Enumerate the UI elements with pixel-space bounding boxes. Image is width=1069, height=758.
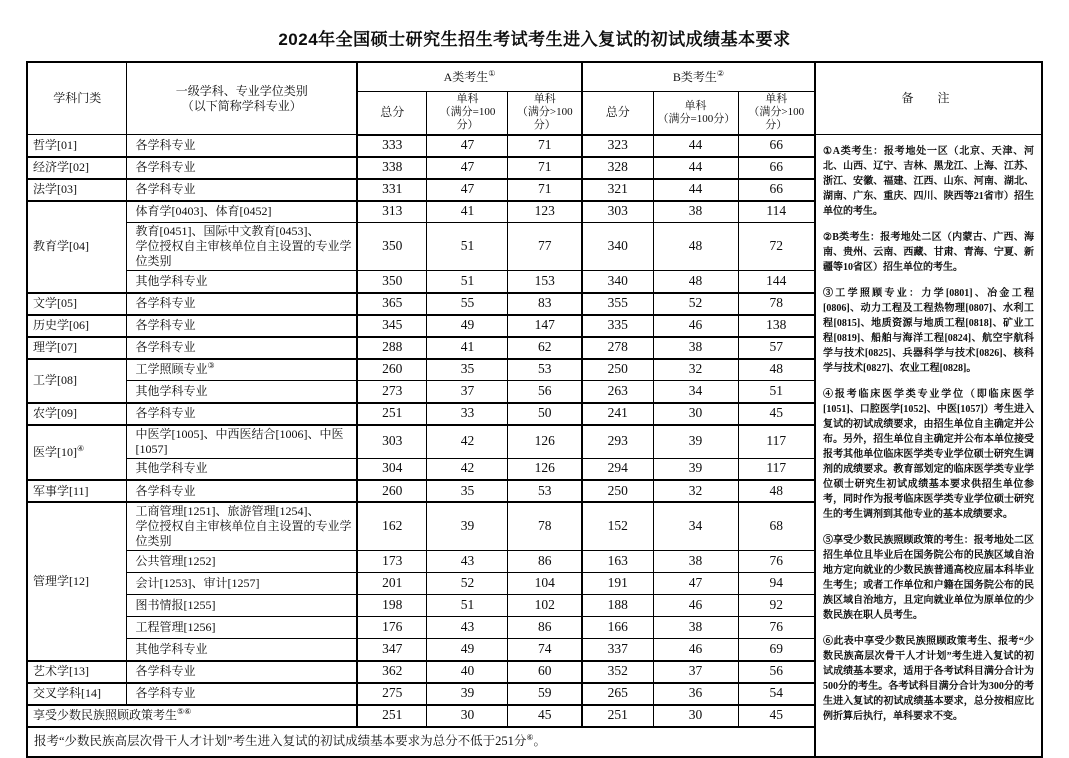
discipline-cell: 各学科专业 — [127, 403, 357, 425]
b-single-eq-line2: （满分=100分） — [657, 112, 736, 125]
score-a-total: 331 — [357, 179, 427, 201]
category-cell: 农学[09] — [27, 403, 127, 425]
score-b-total: 278 — [582, 337, 653, 359]
category-cell: 军事学[11] — [27, 480, 127, 502]
score-b-total: 321 — [582, 179, 653, 201]
header-group-b — [582, 62, 815, 92]
score-b-total: 352 — [582, 661, 653, 683]
score-a-single-gt100: 56 — [508, 381, 582, 403]
score-a-single-eq100: 41 — [427, 201, 508, 223]
score-b-single-gt100: 48 — [738, 359, 815, 381]
score-table-body — [27, 135, 1042, 757]
score-b-single-eq100: 30 — [653, 403, 738, 425]
score-a-single-eq100: 39 — [427, 502, 508, 551]
score-a-single-eq100: 41 — [427, 337, 508, 359]
score-a-single-gt100: 78 — [508, 502, 582, 551]
score-b-single-eq100: 44 — [653, 157, 738, 179]
score-b-single-gt100: 138 — [738, 315, 815, 337]
score-b-single-gt100: 68 — [738, 502, 815, 551]
header-a-total: 总分 — [357, 92, 427, 135]
score-a-total: 173 — [357, 551, 427, 573]
discipline-cell: 各学科专业 — [127, 315, 357, 337]
discipline-cell: 其他学科专业 — [127, 458, 357, 480]
score-b-total: 166 — [582, 617, 653, 639]
score-b-single-gt100: 94 — [738, 573, 815, 595]
score-b-single-gt100: 76 — [738, 617, 815, 639]
header-discipline-line2: （以下简称学科专业） — [181, 98, 302, 113]
score-a-single-gt100: 62 — [508, 337, 582, 359]
score-b-single-eq100: 36 — [653, 683, 738, 705]
page-title: 2024年全国硕士研究生招生考试考生进入复试的初试成绩基本要求 — [278, 30, 791, 49]
score-b-total: 340 — [582, 223, 653, 271]
score-b-single-eq100: 34 — [653, 502, 738, 551]
score-a-single-gt100: 53 — [508, 359, 582, 381]
score-a-single-eq100: 52 — [427, 573, 508, 595]
score-a-single-gt100: 71 — [508, 135, 582, 157]
score-b-single-gt100: 76 — [738, 551, 815, 573]
score-b-single-eq100: 46 — [653, 315, 738, 337]
score-a-single-gt100: 123 — [508, 201, 582, 223]
a-single-eq-line1: 单科 — [456, 93, 479, 105]
score-a-single-eq100: 43 — [427, 551, 508, 573]
score-a-single-eq100: 55 — [427, 293, 508, 315]
score-a-single-gt100: 74 — [508, 639, 582, 661]
score-a-total: 304 — [357, 458, 427, 480]
table-row — [27, 135, 1042, 157]
remark-paragraph: ⑥此表中享受少数民族照顾政策考生、报考“少数民族高层次骨干人才计划”考生进入复试的初试成绩基本要求，适用于各考试科目满分合计为500分的考生。各考试科目满分合计为300分的考生进入复试的初试成绩基本要求，总分按相应比例折算后执行，单科要求不变。 — [823, 636, 1035, 723]
score-a-total: 198 — [357, 595, 427, 617]
score-a-single-gt100: 147 — [508, 315, 582, 337]
score-b-single-gt100: 54 — [738, 683, 815, 705]
score-b-single-gt100: 48 — [738, 480, 815, 502]
score-b-single-eq100: 39 — [653, 425, 738, 459]
score-a-single-gt100: 50 — [508, 403, 582, 425]
score-a-single-gt100: 59 — [508, 683, 582, 705]
score-b-single-eq100: 38 — [653, 337, 738, 359]
category-cell: 理学[07] — [27, 337, 127, 359]
category-cell: 教育学[04] — [27, 201, 127, 293]
category-cell: 文学[05] — [27, 293, 127, 315]
score-b-single-gt100: 92 — [738, 595, 815, 617]
score-b-single-eq100: 37 — [653, 661, 738, 683]
footnote-cell: 报考“少数民族高层次骨干人才计划”考生进入复试的初试成绩基本要求为总分不低于251分⑥。 — [27, 727, 815, 757]
score-b-single-eq100: 46 — [653, 639, 738, 661]
score-b-total: 303 — [582, 201, 653, 223]
group-a-label: A类考生 — [443, 69, 489, 84]
score-b-single-eq100: 38 — [653, 551, 738, 573]
b-single-gt-line2: （满分>100分） — [748, 106, 805, 132]
score-a-single-gt100: 102 — [508, 595, 582, 617]
score-b-single-eq100: 34 — [653, 381, 738, 403]
score-a-single-eq100: 51 — [427, 223, 508, 271]
score-a-total: 313 — [357, 201, 427, 223]
score-a-total: 365 — [357, 293, 427, 315]
category-cell: 医学[10]④ — [27, 425, 127, 481]
score-a-single-eq100: 42 — [427, 425, 508, 459]
header-discipline-line1: 一级学科、专业学位类别 — [175, 83, 308, 98]
category-cell: 管理学[12] — [27, 502, 127, 661]
score-a-single-gt100: 104 — [508, 573, 582, 595]
score-a-single-eq100: 30 — [427, 705, 508, 727]
header-b-total: 总分 — [582, 92, 653, 135]
score-b-single-eq100: 39 — [653, 458, 738, 480]
score-b-single-gt100: 114 — [738, 201, 815, 223]
discipline-cell: 其他学科专业 — [127, 271, 357, 293]
score-a-single-eq100: 42 — [427, 458, 508, 480]
score-b-single-eq100: 47 — [653, 573, 738, 595]
score-a-single-gt100: 126 — [508, 425, 582, 459]
score-a-single-eq100: 47 — [427, 135, 508, 157]
score-a-single-eq100: 39 — [427, 683, 508, 705]
category-cell: 历史学[06] — [27, 315, 127, 337]
category-cell: 艺术学[13] — [27, 661, 127, 683]
remark-paragraph: ①A类考生：报考地处一区（北京、天津、河北、山西、辽宁、吉林、黑龙江、上海、江苏、浙江、安徽、福建、江西、山东、河南、湖北、湖南、广东、重庆、四川、陕西等21省市）招生单位的考生。 — [823, 146, 1035, 218]
category-cell: 工学[08] — [27, 359, 127, 403]
score-a-single-gt100: 60 — [508, 661, 582, 683]
score-b-total: 337 — [582, 639, 653, 661]
score-b-single-eq100: 38 — [653, 201, 738, 223]
discipline-cell: 公共管理[1252] — [127, 551, 357, 573]
discipline-cell: 教育[0451]、国际中文教育[0453]、 学位授权自主审核单位自主设置的专业学位类别 — [127, 223, 357, 271]
score-b-single-gt100: 56 — [738, 661, 815, 683]
score-b-single-eq100: 44 — [653, 179, 738, 201]
score-a-single-gt100: 153 — [508, 271, 582, 293]
remark-paragraph: ②B类考生：报考地处二区（内蒙古、广西、海南、贵州、云南、西藏、甘肃、青海、宁夏、新疆等10省区）招生单位的考生。 — [823, 232, 1035, 274]
score-b-single-eq100: 48 — [653, 223, 738, 271]
score-b-single-eq100: 48 — [653, 271, 738, 293]
score-a-single-gt100: 77 — [508, 223, 582, 271]
score-a-total: 350 — [357, 223, 427, 271]
score-b-single-gt100: 117 — [738, 458, 815, 480]
score-a-single-gt100: 45 — [508, 705, 582, 727]
score-b-single-gt100: 51 — [738, 381, 815, 403]
score-b-single-eq100: 32 — [653, 359, 738, 381]
discipline-cell: 各学科专业 — [127, 661, 357, 683]
score-a-single-eq100: 47 — [427, 179, 508, 201]
score-requirements-table — [26, 61, 1043, 758]
score-b-single-gt100: 78 — [738, 293, 815, 315]
score-b-total: 355 — [582, 293, 653, 315]
category-cell: 法学[03] — [27, 179, 127, 201]
remark-paragraph: ④报考临床医学类专业学位（即临床医学[1051]、口腔医学[1052]、中医[1057]）考生进入复试的初试成绩要求，由招生单位自主确定并公布。另外，招生单位自主确定并公布本单位接受报考其他单位临床医学类专业学位硕士研究生调剂的成绩要求。教育部划定的临床医学类专业学位硕士研究生初试成绩基本要求供招生单位参考，同时作为报考临床医学类专业学位硕士研究生的考生调剂到其他专业的基本成绩要求。 — [823, 389, 1035, 521]
score-a-total: 347 — [357, 639, 427, 661]
header-category: 学科门类 — [27, 62, 127, 135]
discipline-cell: 各学科专业 — [127, 157, 357, 179]
remark-paragraph: ⑤享受少数民族照顾政策的考生：报考地处二区招生单位且毕业后在国务院公布的民族区域自治地方定向就业的少数民族普通高校应届本科毕业生考生；或者工作单位和户籍在国务院公布的民族区域自治地方，且定向就业单位为原单位的少数民族在职人员考生。 — [823, 535, 1035, 622]
discipline-cell: 其他学科专业 — [127, 639, 357, 661]
score-b-single-eq100: 46 — [653, 595, 738, 617]
score-a-single-gt100: 71 — [508, 157, 582, 179]
score-b-single-eq100: 30 — [653, 705, 738, 727]
score-b-single-gt100: 144 — [738, 271, 815, 293]
score-a-total: 162 — [357, 502, 427, 551]
discipline-cell: 中医学[1005]、中西医结合[1006]、中医[1057] — [127, 425, 357, 459]
category-cell: 经济学[02] — [27, 157, 127, 179]
score-b-total: 251 — [582, 705, 653, 727]
score-b-single-gt100: 45 — [738, 705, 815, 727]
discipline-cell: 会计[1253]、审计[1257] — [127, 573, 357, 595]
score-a-total: 345 — [357, 315, 427, 337]
score-a-single-gt100: 86 — [508, 617, 582, 639]
score-b-single-gt100: 69 — [738, 639, 815, 661]
score-a-single-eq100: 33 — [427, 403, 508, 425]
discipline-cell: 工程管理[1256] — [127, 617, 357, 639]
score-a-single-eq100: 40 — [427, 661, 508, 683]
header-group-a — [357, 62, 582, 92]
remark-paragraph: ③工学照顾专业：力学[0801]、冶金工程[0806]、动力工程及工程热物理[0807]、水利工程[0815]、地质资源与地质工程[0818]、矿业工程[0819]、船舶与海洋工程[0824]、航空宇航科学与技术[0825]、兵器科学与技术[0826]、核科学与技术[0827]、农业工程[0828]。 — [823, 288, 1035, 375]
discipline-cell: 各学科专业 — [127, 135, 357, 157]
score-b-single-gt100: 66 — [738, 135, 815, 157]
score-b-single-gt100: 66 — [738, 179, 815, 201]
score-a-total: 176 — [357, 617, 427, 639]
score-b-single-eq100: 44 — [653, 135, 738, 157]
discipline-cell: 各学科专业 — [127, 337, 357, 359]
score-a-single-eq100: 43 — [427, 617, 508, 639]
score-a-single-eq100: 49 — [427, 315, 508, 337]
score-a-total: 303 — [357, 425, 427, 459]
score-a-single-eq100: 51 — [427, 271, 508, 293]
discipline-cell: 各学科专业 — [127, 293, 357, 315]
header-discipline — [127, 62, 357, 135]
a-single-gt-line2: （满分>100分） — [516, 106, 573, 132]
category-cell: 交叉学科[14] — [27, 683, 127, 705]
score-a-total: 260 — [357, 359, 427, 381]
score-a-single-gt100: 53 — [508, 480, 582, 502]
discipline-cell: 体育学[0403]、体育[0452] — [127, 201, 357, 223]
score-b-total: 335 — [582, 315, 653, 337]
discipline-cell: 其他学科专业 — [127, 381, 357, 403]
score-a-single-eq100: 37 — [427, 381, 508, 403]
header-a-single-eq100 — [427, 92, 508, 135]
score-a-single-eq100: 35 — [427, 359, 508, 381]
a-single-gt-line1: 单科 — [533, 93, 556, 105]
header-a-single-gt100 — [508, 92, 582, 135]
score-a-single-gt100: 86 — [508, 551, 582, 573]
category-cell: 哲学[01] — [27, 135, 127, 157]
score-b-total: 250 — [582, 359, 653, 381]
score-a-total: 201 — [357, 573, 427, 595]
a-single-eq-line2: （满分=100分） — [439, 106, 496, 132]
header-b-single-eq100 — [653, 92, 738, 135]
score-b-single-eq100: 32 — [653, 480, 738, 502]
score-a-single-eq100: 49 — [427, 639, 508, 661]
b-single-eq-line1: 单科 — [684, 99, 707, 112]
score-b-total: 263 — [582, 381, 653, 403]
score-b-single-eq100: 38 — [653, 617, 738, 639]
score-b-single-gt100: 117 — [738, 425, 815, 459]
score-a-total: 275 — [357, 683, 427, 705]
score-b-total: 163 — [582, 551, 653, 573]
score-a-single-eq100: 51 — [427, 595, 508, 617]
score-b-total: 250 — [582, 480, 653, 502]
discipline-cell: 图书情报[1255] — [127, 595, 357, 617]
score-b-total: 323 — [582, 135, 653, 157]
group-a-footref: ① — [488, 68, 496, 78]
score-a-single-gt100: 126 — [508, 458, 582, 480]
score-a-total: 338 — [357, 157, 427, 179]
score-a-total: 350 — [357, 271, 427, 293]
discipline-cell: 各学科专业 — [127, 480, 357, 502]
score-b-single-gt100: 66 — [738, 157, 815, 179]
score-b-total: 265 — [582, 683, 653, 705]
score-a-single-eq100: 35 — [427, 480, 508, 502]
score-b-total: 328 — [582, 157, 653, 179]
score-b-total: 241 — [582, 403, 653, 425]
score-b-total: 293 — [582, 425, 653, 459]
category-cell: 享受少数民族照顾政策考生⑤⑥ — [27, 705, 357, 727]
score-a-total: 333 — [357, 135, 427, 157]
discipline-cell: 工商管理[1251]、旅游管理[1254]、 学位授权自主审核单位自主设置的专业学位类别 — [127, 502, 357, 551]
score-b-single-gt100: 57 — [738, 337, 815, 359]
score-a-total: 251 — [357, 705, 427, 727]
group-b-label: B类考生 — [672, 69, 717, 84]
score-a-single-gt100: 71 — [508, 179, 582, 201]
header-b-single-gt100 — [738, 92, 815, 135]
remarks-cell — [815, 135, 1042, 757]
score-b-single-gt100: 45 — [738, 403, 815, 425]
score-a-total: 260 — [357, 480, 427, 502]
discipline-cell: 各学科专业 — [127, 179, 357, 201]
discipline-cell: 工学照顾专业③ — [127, 359, 357, 381]
score-b-total: 188 — [582, 595, 653, 617]
score-a-single-eq100: 47 — [427, 157, 508, 179]
score-b-total: 191 — [582, 573, 653, 595]
group-b-footref: ② — [716, 68, 725, 78]
score-b-total: 152 — [582, 502, 653, 551]
b-single-gt-line1: 单科 — [765, 93, 788, 105]
score-a-total: 362 — [357, 661, 427, 683]
score-b-total: 340 — [582, 271, 653, 293]
header-remarks: 备 注 — [815, 62, 1042, 135]
score-a-single-gt100: 83 — [508, 293, 582, 315]
score-a-total: 273 — [357, 381, 427, 403]
discipline-cell: 各学科专业 — [127, 683, 357, 705]
score-a-total: 251 — [357, 403, 427, 425]
score-b-total: 294 — [582, 458, 653, 480]
score-b-single-gt100: 72 — [738, 223, 815, 271]
score-a-total: 288 — [357, 337, 427, 359]
score-b-single-eq100: 52 — [653, 293, 738, 315]
